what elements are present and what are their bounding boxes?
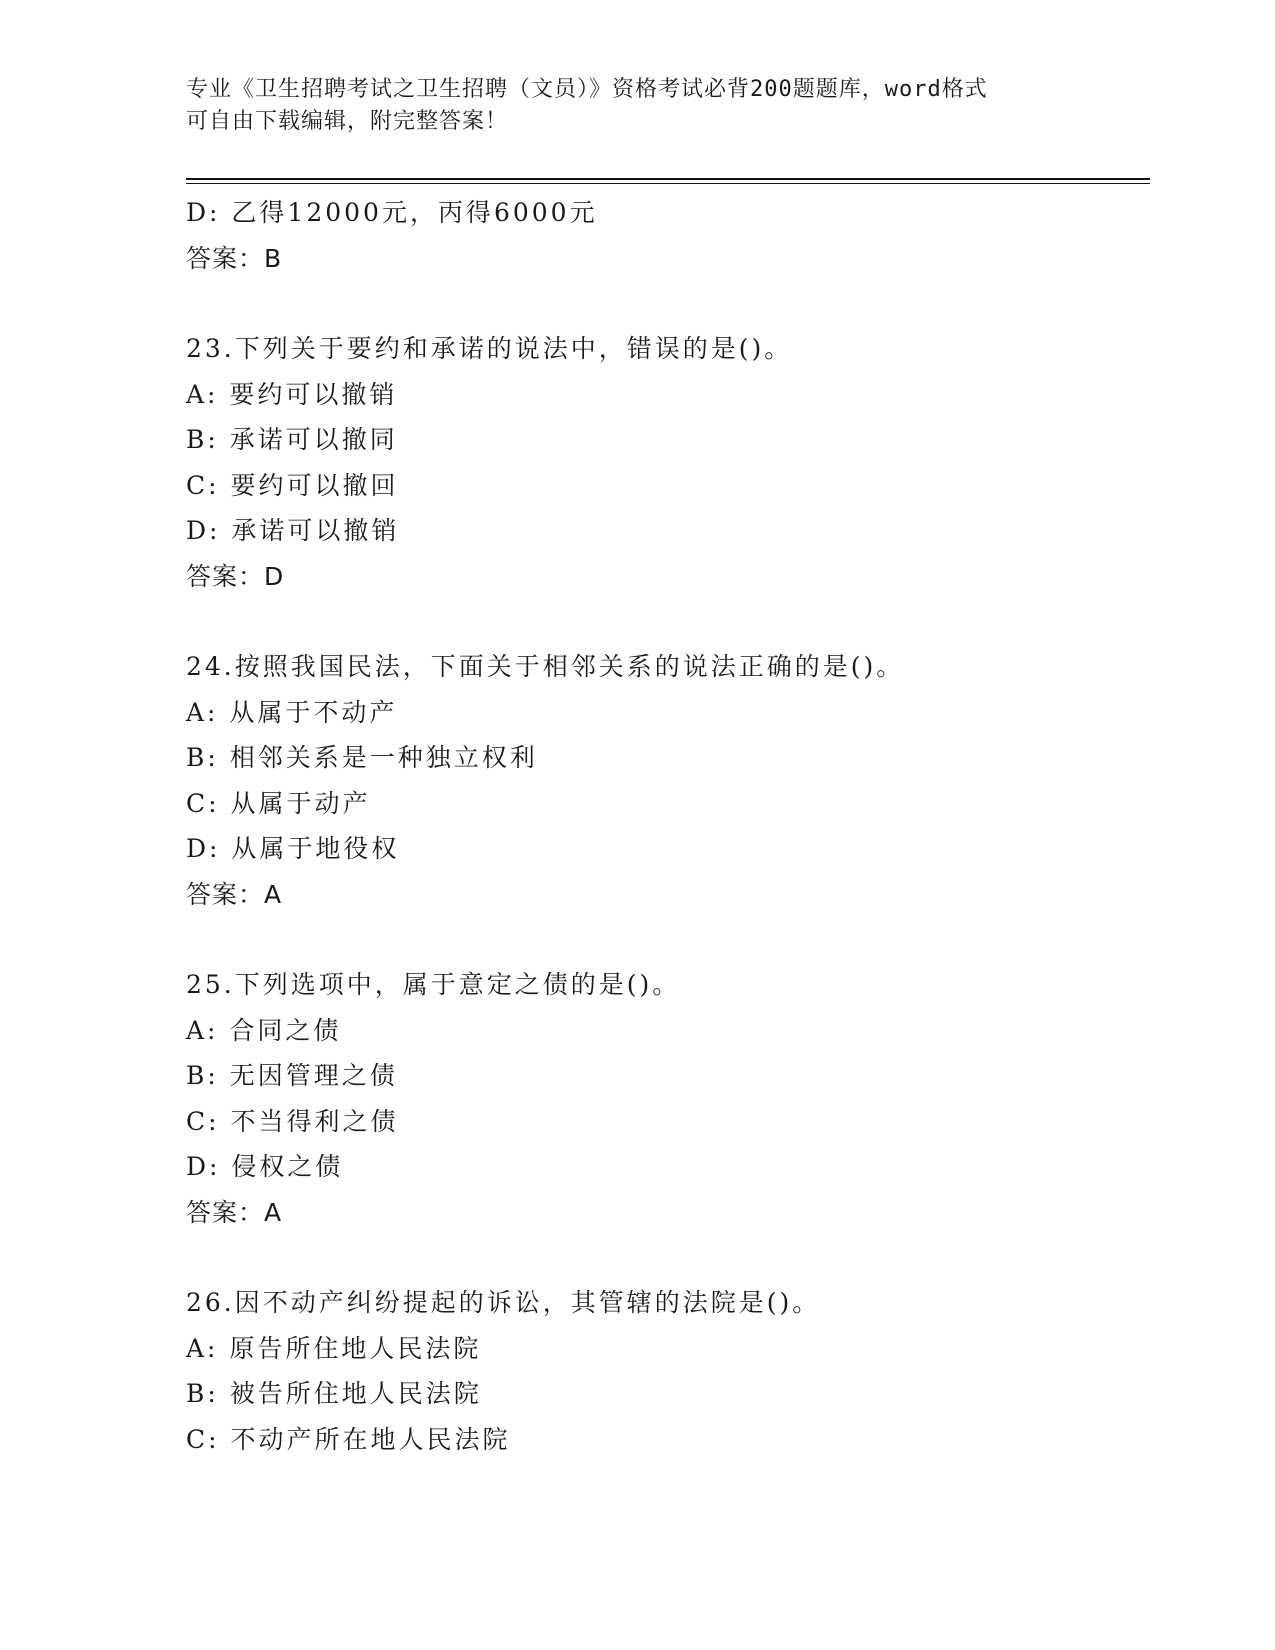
question-23 — [186, 326, 1150, 599]
option-d: D: 乙得12000元，丙得6000元 — [186, 198, 598, 227]
option-d: D: 从属于地役权 — [186, 834, 400, 863]
question-26 — [186, 1280, 1150, 1462]
option-a: A: 从属于不动产 — [186, 697, 398, 727]
header-divider-thick — [186, 178, 1150, 180]
question-stem: 24.按照我国民法，下面关于相邻关系的说法正确的是()。 — [186, 652, 905, 681]
question-stem: 26.因不动产纠纷提起的诉讼，其管辖的法院是()。 — [186, 1288, 821, 1317]
answer-line: 答案：A — [186, 1197, 283, 1227]
header-divider-thin — [186, 183, 1150, 184]
question-list — [186, 190, 1150, 1462]
option-b: B: 被告所住地人民法院 — [186, 1379, 482, 1408]
option-d: D: 承诺可以撤销 — [186, 516, 400, 545]
document-header — [186, 74, 1086, 138]
header-line-1: 专业《卫生招聘考试之卫生招聘（文员）》资格考试必背200题题库，word格式 — [186, 77, 988, 102]
previous-question-tail — [186, 190, 1150, 281]
option-b: B: 承诺可以撤同 — [186, 425, 398, 454]
option-a: A: 原告所住地人民法院 — [186, 1333, 482, 1363]
question-stem: 23.下列关于要约和承诺的说法中，错误的是()。 — [186, 334, 793, 363]
option-a: A: 要约可以撤销 — [186, 379, 398, 409]
question-25 — [186, 962, 1150, 1235]
question-24 — [186, 644, 1150, 917]
answer-line: 答案：A — [186, 879, 283, 909]
option-a: A: 合同之债 — [186, 1015, 342, 1045]
option-b: B: 相邻关系是一种独立权利 — [186, 743, 538, 772]
answer-line: 答案：B — [186, 243, 283, 273]
option-c: C: 要约可以撤回 — [186, 470, 399, 500]
option-c: C: 从属于动产 — [186, 788, 371, 818]
answer-line: 答案：D — [186, 561, 285, 591]
header-line-2: 可自由下载编辑，附完整答案！ — [186, 109, 509, 134]
option-c: C: 不动产所在地人民法院 — [186, 1424, 511, 1454]
option-d: D: 侵权之债 — [186, 1152, 344, 1181]
option-b: B: 无因管理之债 — [186, 1061, 398, 1090]
question-stem: 25.下列选项中，属于意定之债的是()。 — [186, 970, 681, 999]
option-c: C: 不当得利之债 — [186, 1106, 399, 1136]
